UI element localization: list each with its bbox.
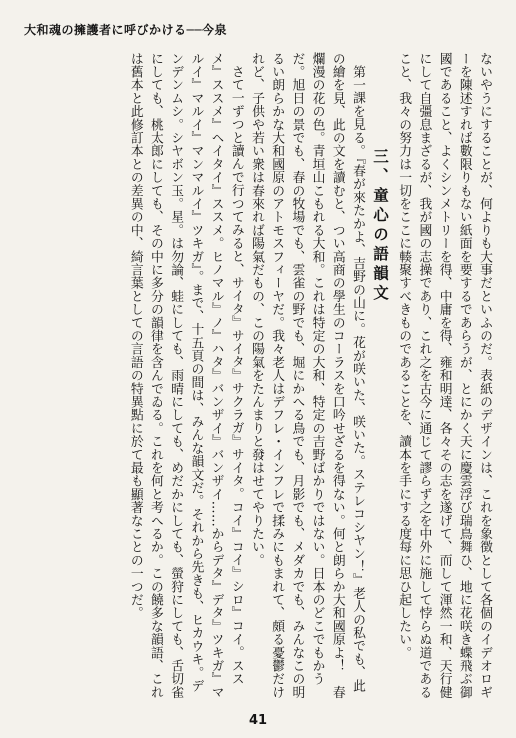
paragraph-rhythm: さて一ずつと讀んで行つてみると、サイタ』サイタ』サクラガ』サイタ。コイ』コイ』シロ』コイ。ススメ』ススメ』ヘイタイ』ススメ。ヒノマル』ノ』ハタ』バンザイ』バンザイ……からデタ』デタ』ツキガ』マルイ』マルイ』マンマルイ』ツキガ』。まで、十五頁の間は、みんな韻文だ。それから先きも、ヒカウキ。デンデンムシ。シヤボン玉。星。は勿論、蛙にしても、雨晴にしても、めだかにしても、螢狩にしても、舌切雀にしても、桃太郎にしても、その中に多分の韻律を含んでゐる。これを何と考へるか。この饒多な韻語、これは舊本と此修訂本との差異の中、綺言葉としての言語の特異點に於て最も顯著なことの一つだ。	[127, 52, 244, 699]
paragraph-intro: ないやうにすることが、何よりも大事だといふのだ。表紙のデザインは、これを象徴として各個のイデオロギーを陳述すれば數限りもない紙面を要するであらうが、とにかく天に慶雲浮び瑞鳥舞ひ、地に花咲き蝶飛ぶ御國であること、よくシンメトリーを得、中庸を得、雍和明達、各々その志を遂げて、而して渾然一和、天行健にして自彊息まざるが、我が國の志操であり、これ之を古今に通じて謬らず之を中外に施して悖らぬ道であること、我々の努力は一切をここに輳聚すべきものであることを、讀本を手にする度每に思ひ起したい。	[396, 52, 492, 699]
section-heading: 三、童心の語韻文	[370, 148, 390, 304]
page-number: 41	[248, 713, 268, 728]
body-text	[125, 52, 494, 704]
running-head: 大和魂の擁護者に呼びかける──今泉	[24, 23, 227, 37]
paragraph-lesson-one: 第一課を見る。『春が來たかよ、吉野の山に。花が咲いた、咲いた。ステレコシヤン！』老人の私でも、此の繪を見、此の文を讀むと、つい高商の學生のコーラスを口吟せざるを得ない。何と朗らか大和國原よ！ 春爛漫の花の色。青垣山こもれる大和。これは特定の大和、特定の吉野ばかりではない。日本のどこでもかうだ。旭日の景でも、春の牧場でも、雲雀の野でも、堀にかへる鳥でも、月影でも、メダカでも、みんなこの明るい朗らかな大和國原のアトモスフィーヤだ。我々老人はデフレ・インフレで揉みにもまれて、頗る憂鬱だけれど、子供や若い衆は春來れば陽氣だもの、この陽氣をたんまりと發はせてやりたい。	[248, 52, 365, 699]
